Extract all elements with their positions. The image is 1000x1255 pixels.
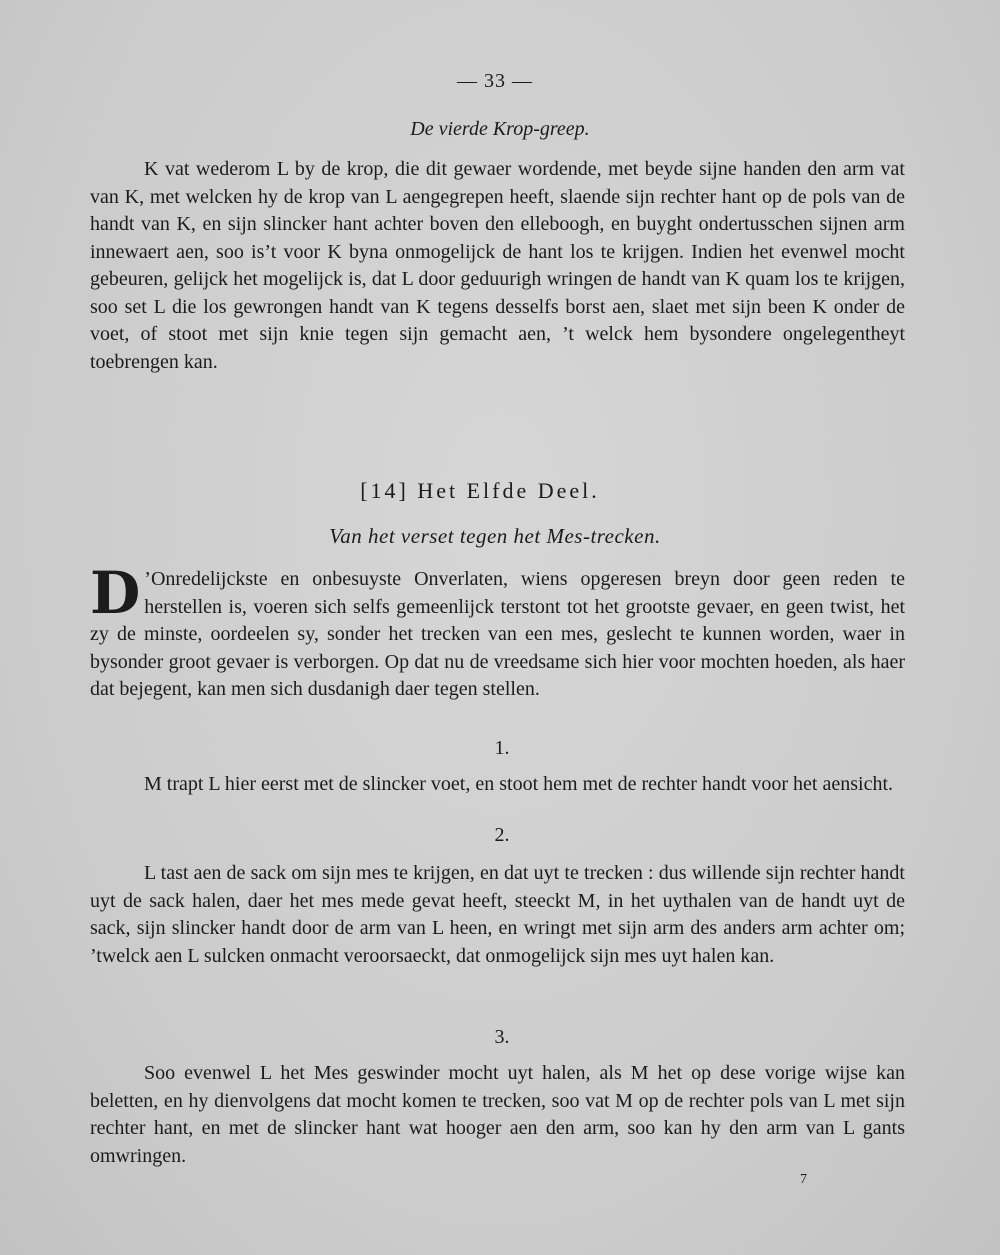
page-number: — 33 — [457,70,533,92]
section-subheading: Van het verset tegen het Mes-trecken. [329,524,661,548]
signature-mark: 7 [800,1172,807,1187]
paragraph-number: 3. [494,1026,510,1048]
numbered-paragraph-text: M trapt L hier eerst met de slincker voet, en stoot hem met de rechter handt voor het aensicht. [144,773,894,795]
section-heading: [14] Het Elfde Deel. [360,478,600,503]
opening-paragraph-text [90,559,905,704]
opening-paragraph [90,559,905,704]
paragraph-number: 2. [494,824,510,846]
numbered-paragraph [90,1060,905,1170]
numbered-paragraph-text: L tast aen de sack om sijn mes te krijgen, en dat uyt te trecken : dus willende sijn rechter handt uyt de sack halen, daer het mes mede gevat heeft, steeckt M, in het uythalen van de handt uyt de sack, sijn slincker handt door de arm van L heen, en wringt met sijn arm des anders arm achter om; ’twelck aen L sulcken onmacht veroorsaeckt, dat onmogelijck sijn mes uyt halen kan. [90,862,905,967]
subsection-heading: De vierde Krop-greep. [410,118,590,140]
numbered-paragraph [90,860,905,970]
drop-cap: D [90,559,141,627]
numbered-paragraph-text: Soo evenwel L het Mes geswinder mocht uyt halen, als M het op dese vorige wijse kan beletten, en hy dienvolgens dat mocht komen te trecken, soo vat M op de rechter pols van L met sijn rechter hant, en met de slincker hant wat hooger aen den arm, soo kan hy den arm van L gants omwringen. [90,1062,905,1167]
numbered-paragraph [90,771,905,799]
paragraph-text: K vat wederom L by de krop, die dit gewaer wordende, met beyde sijne handen den arm vat van K, met welcken hy de krop van L aengegrepen heeft, slaende sijn rechter hant op de pols van de handt van K, en sijn slincker hant achter boven den elleboogh, en buyght ondertusschen sijnen arm innewaert aen, soo is’t voor K byna onmogelijck de hant los te krijgen. Indien het evenwel mocht gebeuren, gelijck het mogelijck is, dat L door geduurigh wringen de handt van K quam los te krijgen, soo set L die los gewrongen handt van K tegens desselfs borst aen, slaet met sijn been K onder de voet, of stoot met sijn knie tegen sijn gemacht aen, ’t welck hem bysondere ongelegentheyt toebrengen kan. [90,158,905,373]
paragraph-number: 1. [494,737,510,759]
body-paragraph [90,156,905,376]
opening-paragraph-body: ’Onredelijckste en onbesuyste Onverlaten, wiens opgeresen breyn door geen reden te herstellen is, voeren sich selfs gemeenlijck terstont tot het grootste gevaer, en geen twist, het zy de minste, oordeelen sy, sonder het trecken van een mes, geslecht te kunnen worden, waer in bysonder groot gevaer is verborgen. Op dat nu de vreedsame sich hier voor mochten hoeden, als haer dat bejegent, kan men sich dusdanigh daer tegen stellen. [90,568,905,700]
